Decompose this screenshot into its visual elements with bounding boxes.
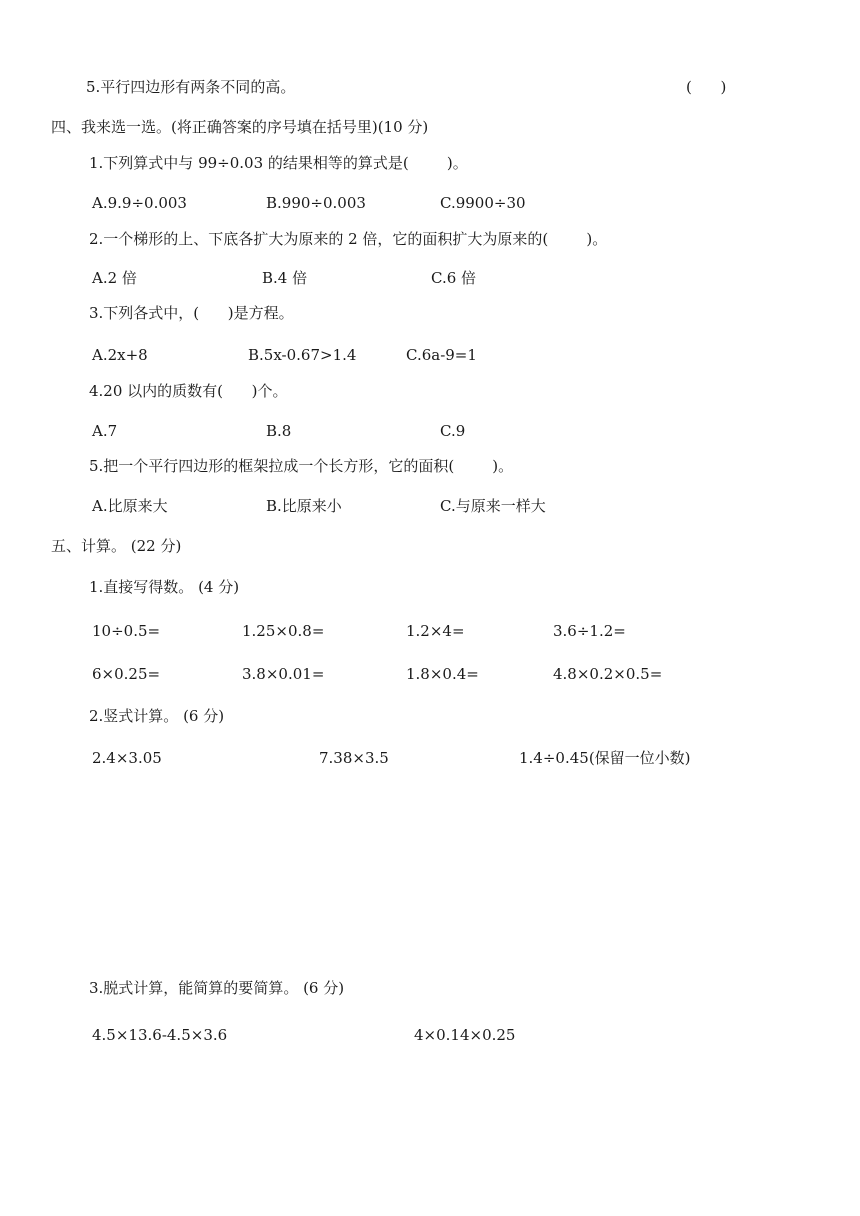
question-4-4-option-c: C.9	[440, 422, 466, 440]
question-4-5-stem: 5.把一个平行四边形的框架拉成一个长方形，它的面积( )。	[89, 457, 514, 475]
question-4-5-option-b: B.比原来小	[266, 497, 342, 515]
question-4-1-option-c: C.9900÷30	[440, 194, 526, 212]
section-4-heading: 四、我来选一选。(将正确答案的序号填在括号里)(10 分)	[51, 118, 429, 136]
mental-math-item: 6×0.25=	[92, 665, 161, 683]
question-4-3-option-c: C.6a-9=1	[406, 346, 477, 364]
step-calc-item: 4×0.14×0.25	[414, 1026, 516, 1044]
question-4-1-option-a: A.9.9÷0.003	[92, 194, 187, 212]
mental-math-item: 3.6÷1.2=	[553, 622, 626, 640]
step-calc-item: 4.5×13.6-4.5×3.6	[92, 1026, 228, 1044]
mental-math-item: 4.8×0.2×0.5=	[553, 665, 663, 683]
question-4-5-option-c: C.与原来一样大	[440, 497, 546, 515]
mental-math-item: 10÷0.5=	[92, 622, 161, 640]
question-4-3-stem: 3.下列各式中，( )是方程。	[89, 304, 294, 322]
question-4-2-option-b: B.4 倍	[262, 269, 308, 287]
section-5-heading: 五、计算。 (22 分)	[51, 537, 182, 555]
question-4-2-option-c: C.6 倍	[431, 269, 477, 287]
vertical-calc-item: 7.38×3.5	[319, 749, 389, 767]
question-4-1-stem: 1.下列算式中与 99÷0.03 的结果相等的算式是( )。	[89, 154, 468, 172]
question-3-5: 5.平行四边形有两条不同的高。	[86, 78, 296, 96]
mental-math-item: 3.8×0.01=	[242, 665, 325, 683]
part-3-title: 3.脱式计算，能简算的要简算。 (6 分)	[89, 979, 345, 997]
question-4-4-option-a: A.7	[92, 422, 118, 440]
question-4-4-stem: 4.20 以内的质数有( )个。	[89, 382, 288, 400]
question-4-5-option-a: A.比原来大	[92, 497, 168, 515]
question-4-3-option-b: B.5x-0.67>1.4	[248, 346, 357, 364]
answer-bracket: ( )	[686, 78, 727, 96]
question-4-1-option-b: B.990÷0.003	[266, 194, 366, 212]
part-2-title: 2.竖式计算。 (6 分)	[89, 707, 225, 725]
vertical-calc-item: 2.4×3.05	[92, 749, 162, 767]
mental-math-item: 1.2×4=	[406, 622, 465, 640]
question-4-4-option-b: B.8	[266, 422, 292, 440]
question-4-2-stem: 2.一个梯形的上、下底各扩大为原来的 2 倍，它的面积扩大为原来的( )。	[89, 230, 608, 248]
vertical-calc-item: 1.4÷0.45(保留一位小数)	[519, 749, 691, 767]
part-1-title: 1.直接写得数。 (4 分)	[89, 578, 240, 596]
mental-math-item: 1.25×0.8=	[242, 622, 325, 640]
mental-math-item: 1.8×0.4=	[406, 665, 479, 683]
question-4-2-option-a: A.2 倍	[92, 269, 137, 287]
question-4-3-option-a: A.2x+8	[92, 346, 148, 364]
